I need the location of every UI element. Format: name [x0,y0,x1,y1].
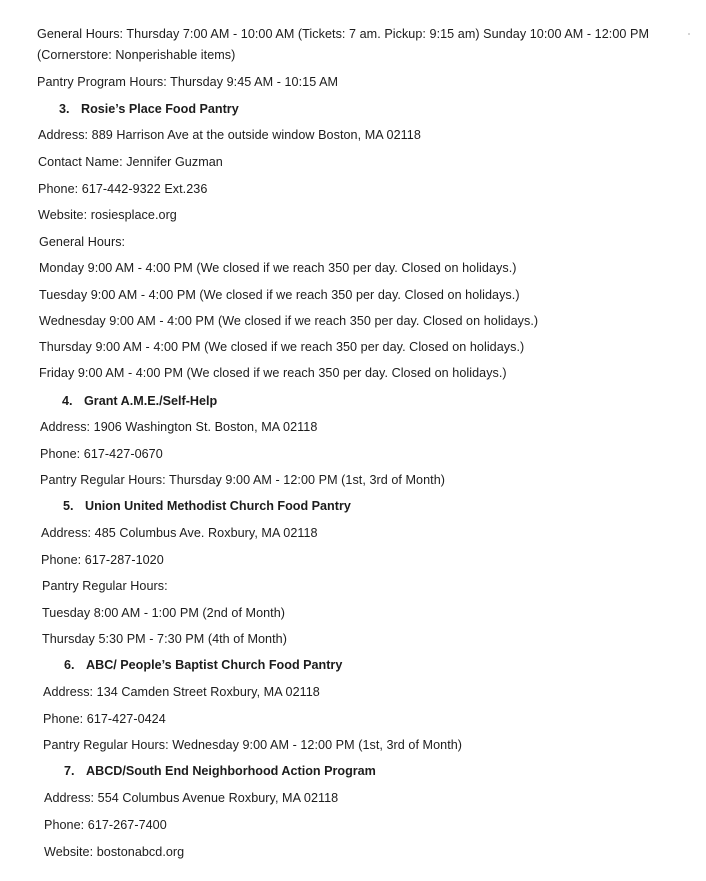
scan-speck [688,33,690,35]
phone-line: Phone: 617-267-7400 [44,818,167,832]
section-heading-union-united [63,499,351,513]
section-heading-abcd-south-end [64,764,376,778]
section-number: 3. [59,102,70,116]
hours-friday: Friday 9:00 AM - 4:00 PM (We closed if we reach 350 per day. Closed on holidays.) [39,366,507,380]
phone-line: Phone: 617-427-0424 [43,712,166,726]
general-hours-line-2: (Cornerstore: Nonperishable items) [37,48,236,62]
pantry-regular-hours: Pantry Regular Hours: Wednesday 9:00 AM - 12:00 PM (1st, 3rd of Month) [43,738,463,752]
hours-thursday: Thursday 5:30 PM - 7:30 PM (4th of Month) [42,632,287,646]
pantry-regular-hours: Pantry Regular Hours: Thursday 9:00 AM - 12:00 PM (1st, 3rd of Month) [40,473,445,487]
contact-name-line: Contact Name: Jennifer Guzman [38,155,223,169]
section-number: 5. [63,499,74,513]
section-number: 6. [64,658,75,672]
section-title: Union United Methodist Church Food Pantry [85,499,351,513]
address-line: Address: 134 Camden Street Roxbury, MA 02118 [43,685,320,699]
section-heading-rosies-place [59,102,239,116]
website-line: Website: rosiesplace.org [38,208,177,222]
hours-tuesday: Tuesday 8:00 AM - 1:00 PM (2nd of Month) [42,606,286,620]
address-line: Address: 485 Columbus Ave. Roxbury, MA 02118 [41,526,318,540]
hours-wednesday: Wednesday 9:00 AM - 4:00 PM (We closed if we reach 350 per day. Closed on holidays.) [39,314,539,328]
general-hours-label: General Hours: [39,235,126,249]
hours-thursday: Thursday 9:00 AM - 4:00 PM (We closed if we reach 350 per day. Closed on holidays.) [39,340,525,354]
section-heading-grant-ame [62,394,217,408]
address-line: Address: 889 Harrison Ave at the outside window Boston, MA 02118 [38,128,421,142]
address-line: Address: 1906 Washington St. Boston, MA 02118 [40,420,318,434]
section-number: 4. [62,394,73,408]
hours-tuesday: Tuesday 9:00 AM - 4:00 PM (We closed if we reach 350 per day. Closed on holidays.) [39,288,520,302]
phone-line: Phone: 617-442-9322 Ext.236 [38,182,208,196]
address-line: Address: 554 Columbus Avenue Roxbury, MA 02118 [44,791,339,805]
section-title: ABCD/South End Neighborhood Action Program [86,764,376,778]
general-hours-line-1: General Hours: Thursday 7:00 AM - 10:00 AM (Tickets: 7 am. Pickup: 9:15 am) Sunday 10:00 AM - 12:00 PM [37,27,649,41]
hours-monday: Monday 9:00 AM - 4:00 PM (We closed if we reach 350 per day. Closed on holidays.) [39,261,517,275]
section-heading-abc-peoples-baptist [64,658,342,672]
section-number: 7. [64,764,75,778]
website-line: Website: bostonabcd.org [44,845,185,859]
section-title: Grant A.M.E./Self-Help [84,394,218,408]
section-title: ABC/ People’s Baptist Church Food Pantry [86,658,343,672]
phone-line: Phone: 617-287-1020 [41,553,164,567]
pantry-hours-label: Pantry Regular Hours: [42,579,168,593]
pantry-program-hours: Pantry Program Hours: Thursday 9:45 AM - 10:15 AM [37,75,339,89]
section-title: Rosie’s Place Food Pantry [81,102,239,116]
phone-line: Phone: 617-427-0670 [40,447,163,461]
